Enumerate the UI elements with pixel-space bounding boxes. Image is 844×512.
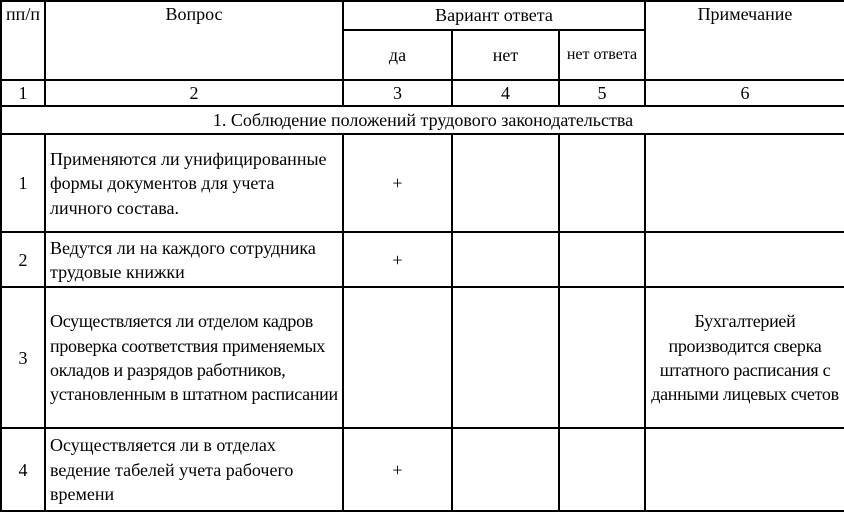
row-no — [452, 232, 559, 287]
row-yes: + — [343, 134, 452, 232]
section-row — [1, 106, 844, 134]
row-note — [645, 134, 844, 232]
header-question: Вопрос — [45, 1, 343, 80]
row-question: Ведутся ли на каждого сотрудника трудовые книжки — [45, 232, 343, 287]
row-no — [452, 134, 559, 232]
col-number: 1 — [1, 80, 45, 106]
header-note: Примечание — [645, 1, 844, 80]
col-number: 6 — [645, 80, 844, 106]
header-answer-group: Вариант ответа — [343, 1, 645, 30]
table-row — [1, 134, 844, 232]
row-no-answer — [559, 428, 645, 511]
column-number-row — [1, 80, 844, 106]
header-no-answer: нет ответа — [559, 30, 645, 80]
row-yes — [343, 287, 452, 428]
table-row — [1, 428, 844, 511]
row-question: Осуществляется ли в отделах ведение табелей учета рабочего времени — [45, 428, 343, 511]
row-question: Осуществляется ли отделом кадров проверка соответствия применяемых окладов и разрядов работников, установленным в штатном расписании — [45, 287, 343, 428]
row-note: Бухгалтерией производится сверка штатного расписания с данными лицевых счетов — [645, 287, 844, 428]
row-note — [645, 232, 844, 287]
col-number: 4 — [452, 80, 559, 106]
row-yes: + — [343, 232, 452, 287]
table-row — [1, 287, 844, 428]
row-no-answer — [559, 232, 645, 287]
row-yes: + — [343, 428, 452, 511]
row-no — [452, 428, 559, 511]
section-title: 1. Соблюдение положений трудового законодательства — [1, 106, 844, 134]
header-no: нет — [452, 30, 559, 80]
row-num: 3 — [1, 287, 45, 428]
col-number: 3 — [343, 80, 452, 106]
table-row — [1, 232, 844, 287]
col-number: 5 — [559, 80, 645, 106]
row-question: Применяются ли унифицированные формы документов для учета личного состава. — [45, 134, 343, 232]
row-no-answer — [559, 134, 645, 232]
col-number: 2 — [45, 80, 343, 106]
row-num: 1 — [1, 134, 45, 232]
row-no — [452, 287, 559, 428]
row-num: 2 — [1, 232, 45, 287]
header-row — [1, 1, 844, 30]
header-num: пп/п — [1, 1, 45, 80]
row-no-answer — [559, 287, 645, 428]
row-note — [645, 428, 844, 511]
row-num: 4 — [1, 428, 45, 511]
header-yes: да — [343, 30, 452, 80]
